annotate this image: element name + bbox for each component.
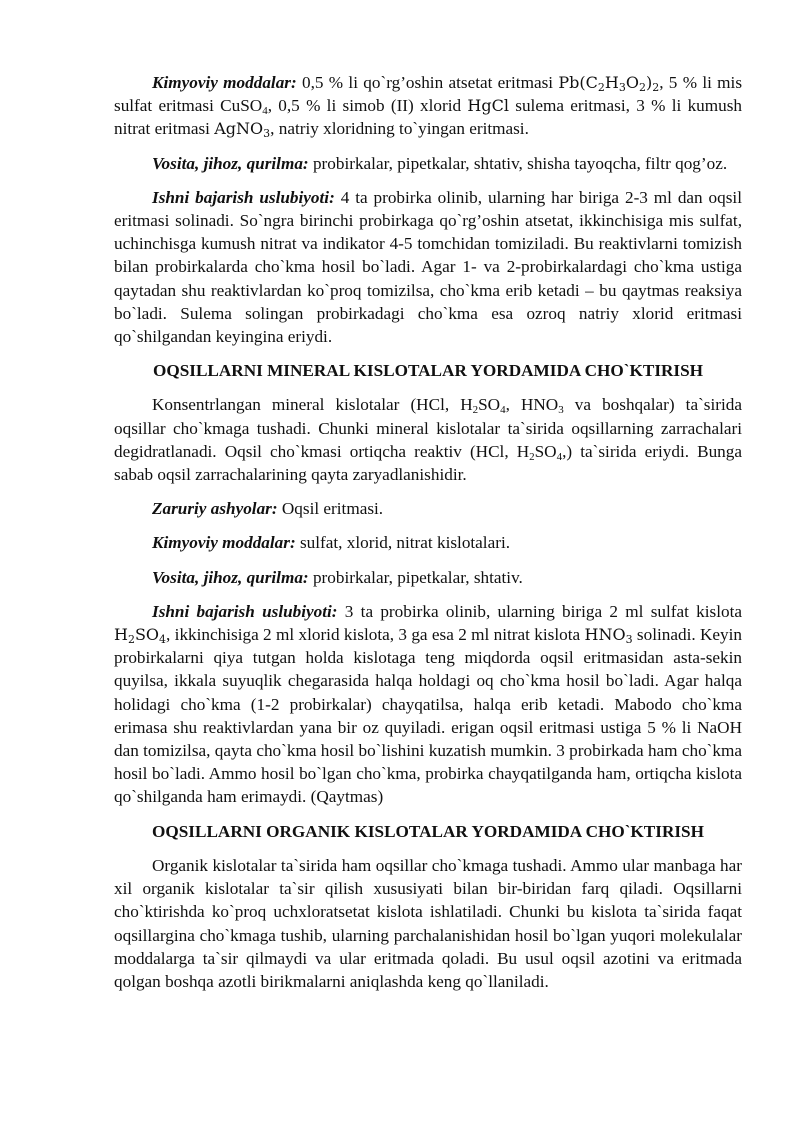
paragraph-organic-intro <box>114 854 742 993</box>
subscript: 2 <box>597 81 605 94</box>
document-page <box>114 71 742 1004</box>
paragraph-procedure-2 <box>114 600 742 809</box>
text: solinadi. Keyin probirkalarni qiya tutgan holda kislotaga teng miqdorda oqsil eritmasidan asta-sekin quyilsa, ikkala suyuqlik chegarasida halqa holdagi oq cho`kma hosil bo`ladi. Agar halqa holidagi cho`kma (1-2 probirkalar) chayqatilsa, halqa erib ketadi. Mabodo cho`kma erimasa shu reaktivlardan yana bir oz quyiladi. erigan oqsil eritmasi ustiga 5 % li NaOH dan tomizilsa, qayta cho`kma hosil bo`lishini kuzatish mumkin. 3 probirkada ham cho`kma hosil bo`ladi. Ammo hosil bo`lgan cho`kma, probirka chayqatilganda ham, ortiqcha kislota qo`shilganda ham erimaydi. (Qaytmas) <box>114 625 742 807</box>
section-heading-mineral-acids: OQSILLARNI MINERAL KISLOTALAR YORDAMIDA CHO`KTIRISH <box>152 361 704 381</box>
paragraph-equipment-2 <box>114 566 742 589</box>
text: Oqsil eritmasi. <box>277 499 384 519</box>
text: 0,5 % li qo`rg’oshin atsetat eritmasi <box>296 73 559 92</box>
text: va boshqalar) ta`sirida oqsillar cho`kmaga tushadi. Chunki mineral kislotalar ta`sirida oqsillarning zarrachalari degidratlanadi. Oqsil cho`kmasi ortiqcha reaktiv (HCl, H <box>114 395 742 461</box>
label-procedure: Ishni bajarish uslubiyoti: <box>152 601 338 621</box>
text: Organik kislotalar ta`sirida ham oqsillar cho`kmaga tushadi. Ammo ular manbaga har xil organik kislotalar ta`sir qilish xususiyati bilan bir-biridan farq qiladi. Oqsillarni cho`ktirishda ko`proq uchxloratsetat kislota ishlatiladi. Chunki bu kislota ta`sirida faqat oqsillargina cho`kmaga tushib, ularning parchalanishidan hosil bo`lgan yuqori molekulalar moddalarga ta`sir qilmaydi va ular eritmada qoladi. Bu usul oqsil azotini va eritmada qolgan boshqa azotli birikmalarni aniqlashda keng qo`llaniladi. <box>114 855 742 991</box>
paragraph-procedure-1 <box>114 186 742 348</box>
subscript: 3 <box>625 633 633 647</box>
formula-part: Pb(C <box>558 73 598 92</box>
text: SO <box>478 395 501 415</box>
text: , 0,5 % li simob (II) xlorid <box>267 96 468 116</box>
label-procedure: Ishni bajarish uslubiyoti: <box>152 187 335 207</box>
formula-sulfuric-acid <box>114 625 167 647</box>
subscript: 2 <box>652 81 660 94</box>
subscript: 4 <box>500 404 506 417</box>
paragraph-mineral-intro <box>114 393 742 486</box>
subscript: 2 <box>127 633 135 647</box>
subscript: 2 <box>638 81 646 94</box>
text: , 5 % li mis sulfat eritmasi CuSO <box>114 73 743 116</box>
text: 3 ta probirka olinib, ularning biriga 2 ml sulfat kislota <box>337 601 742 621</box>
text: , HNO <box>505 395 559 415</box>
formula-part: HNO <box>584 625 626 645</box>
formula-part: H <box>604 73 619 92</box>
text: SO <box>534 441 557 461</box>
paragraph-materials <box>114 497 742 520</box>
subscript: 4 <box>556 450 563 463</box>
formula-nitric-acid <box>584 625 633 647</box>
text: sulema eritmasi, 3 % li kumush nitrat eritmasi <box>114 96 742 139</box>
text: , ikkinchisiga 2 ml xlorid kislota, 3 ga esa 2 ml nitrat kislota <box>166 625 585 645</box>
label-equipment: Vosita, jihoz, qurilma: <box>152 153 309 173</box>
text: , natriy xloridning to`yingan eritmasi. <box>270 119 529 139</box>
text: sulfat, xlorid, nitrat kislotalari. <box>295 533 511 553</box>
label-equipment: Vosita, jihoz, qurilma: <box>152 567 309 587</box>
text: 4 ta probirka olinib, ularning har biriga 2-3 ml dan oqsil eritmasi solinadi. So`ngra birinchi probirkaga qo`rg’oshin atsetat, ikkinchisiga mis sulfat, uchinchisga kumush nitrat va indikator 4-5 tomchidan tomiziladi. Bu reaktivlarni tomizish bilan probirkalarda cho`kma hosil bo`ladi. Agar 1- va 2-probirkalardagi cho`kma ustiga qaytadan shu reaktivlardan ko`proq tomizilsa, cho`kma erib ketadi – bu qaytmas reaksiya bo`ladi. Sulema solingan probirkadagi cho`kma esa ozroq natriy xlorid eritmasi qo`shilgandan keyingina eriydi. <box>114 187 742 347</box>
subscript: 3 <box>618 81 626 94</box>
paragraph-chemicals-2 <box>114 531 742 554</box>
formula-lead-acetate <box>558 73 659 92</box>
label-chemicals: Kimyoviy moddalar: <box>152 73 297 92</box>
section-heading-organic-acids: OQSILLARNI ORGANIK KISLOTALAR YORDAMIDA CHO`KTIRISH <box>152 821 704 841</box>
formula-part: O <box>625 73 639 92</box>
paragraph-chemicals-1 <box>114 71 742 141</box>
formula-part: SO <box>134 625 160 645</box>
subscript: 4 <box>159 633 167 647</box>
subscript: 3 <box>263 127 271 141</box>
label-chemicals: Kimyoviy moddalar: <box>152 533 296 553</box>
paragraph-equipment-1 <box>114 152 742 175</box>
label-materials: Zaruriy ashyolar: <box>152 499 278 519</box>
subscript: 2 <box>472 404 479 417</box>
formula-part: H <box>114 625 128 645</box>
subscript: 2 <box>529 450 535 463</box>
formula-part: AgNO <box>214 119 264 139</box>
text: probirkalar, pipetkalar, shtativ. <box>308 567 523 587</box>
subscript: 4 <box>262 105 268 118</box>
subscript: 3 <box>558 404 564 417</box>
text: Konsentrlangan mineral kislotalar (HCl, H <box>152 395 473 415</box>
text: probirkalar, pipetkalar, shtativ, shisha tayoqcha, filtr qog’oz. <box>308 153 728 173</box>
text: ,) ta`sirida eriydi. Bunga sabab oqsil zarrachalarining qayta zaryadlanishidir. <box>114 441 742 485</box>
formula-part: ) <box>645 73 653 92</box>
formula-mercury-chloride: HgCl <box>467 96 509 116</box>
formula-silver-nitrate <box>214 119 271 141</box>
